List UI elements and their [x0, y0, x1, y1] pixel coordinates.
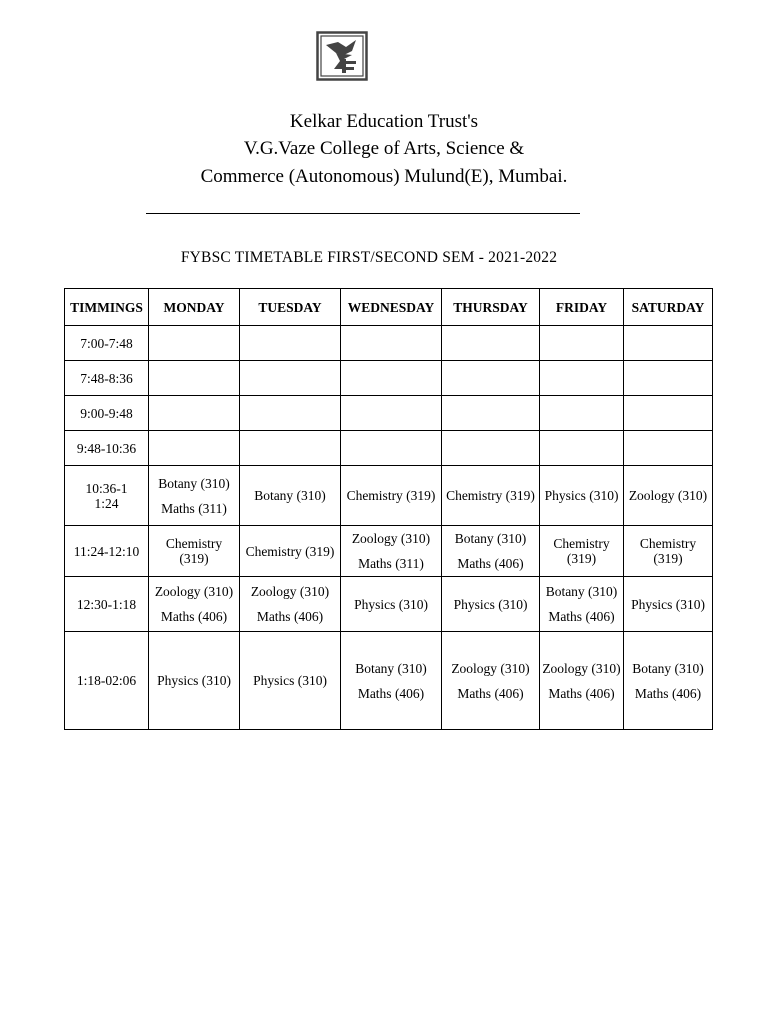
timetable-cell	[624, 431, 713, 466]
lecture-entry: Zoology (310)	[250, 584, 330, 599]
column-header: MONDAY	[149, 289, 240, 326]
entry-spacer	[150, 491, 238, 501]
entry-spacer	[342, 676, 440, 686]
lecture-entry: Zoology (310)	[451, 660, 530, 676]
column-header: TUESDAY	[240, 289, 341, 326]
timetable-cell	[540, 632, 624, 730]
timetable-cell	[540, 526, 624, 577]
table-row	[65, 396, 713, 431]
column-header: WEDNESDAY	[341, 289, 442, 326]
time-slot-cell: 10:36-11:24	[65, 466, 149, 526]
lecture-entry: Maths (406)	[256, 609, 324, 624]
timetable-cell	[149, 632, 240, 730]
timetable-cell	[240, 326, 341, 361]
timetable-cell	[442, 632, 540, 730]
lecture-entry: Maths (406)	[634, 685, 702, 701]
timetable-cell	[624, 326, 713, 361]
time-slot-cell: 7:48-8:36	[65, 361, 149, 396]
lecture-entry: Maths (406)	[548, 609, 615, 624]
timetable-cell	[442, 361, 540, 396]
table-row	[65, 526, 713, 577]
lecture-entry: Botany (310)	[545, 584, 618, 599]
timetable-cell	[149, 577, 240, 632]
table-row	[65, 466, 713, 526]
table-header-row	[65, 289, 713, 326]
entry-spacer	[625, 676, 711, 686]
lecture-entry: Maths (406)	[357, 685, 425, 701]
lecture-entry: Physics (310)	[631, 596, 705, 612]
timetable	[64, 288, 713, 730]
entry-spacer	[443, 676, 538, 686]
timetable-cell	[240, 632, 341, 730]
timetable-cell	[149, 526, 240, 577]
timetable-cell	[442, 326, 540, 361]
column-header: SATURDAY	[624, 289, 713, 326]
timetable-cell	[624, 632, 713, 730]
college-location: Commerce (Autonomous) Mulund(E), Mumbai.	[200, 166, 568, 187]
timetable-cell	[442, 526, 540, 577]
timetable-cell	[149, 466, 240, 526]
table-row	[65, 326, 713, 361]
lecture-entry: Zoology (310)	[154, 584, 234, 599]
timetable-cell	[624, 526, 713, 577]
timetable-cell	[240, 577, 341, 632]
timetable-cell	[341, 431, 442, 466]
lecture-entry: Physics (310)	[157, 673, 231, 688]
timetable-cell	[442, 577, 540, 632]
college-name: V.G.Vaze College of Arts, Science &	[243, 138, 525, 159]
timetable-cell	[149, 326, 240, 361]
timetable-cell	[341, 396, 442, 431]
timetable-cell	[442, 396, 540, 431]
timetable-cell	[240, 396, 341, 431]
time-slot-cell: 7:00-7:48	[65, 326, 149, 361]
header-divider	[146, 213, 580, 214]
timetable-cell	[540, 431, 624, 466]
entry-spacer	[443, 546, 538, 556]
timetable-cell	[240, 361, 341, 396]
timetable-cell	[540, 577, 624, 632]
column-header: THURSDAY	[442, 289, 540, 326]
entry-spacer	[150, 599, 238, 609]
entry-spacer	[541, 599, 622, 609]
lecture-entry: Physics (310)	[354, 596, 428, 612]
table-row	[65, 431, 713, 466]
timetable-cell	[149, 361, 240, 396]
lecture-entry: Chemistry (319)	[639, 536, 697, 566]
lecture-entry: Maths (406)	[457, 685, 524, 701]
lecture-entry: Zoology (310)	[542, 660, 621, 676]
timetable-cell	[442, 466, 540, 526]
timetable-cell	[240, 431, 341, 466]
timetable-cell	[624, 396, 713, 431]
timetable-cell	[442, 431, 540, 466]
lecture-entry: Botany (310)	[355, 660, 427, 676]
table-row	[65, 632, 713, 730]
lecture-entry: Maths (311)	[358, 556, 424, 571]
time-slot-cell: 9:00-9:48	[65, 396, 149, 431]
timetable-cell	[149, 396, 240, 431]
time-slot-cell: 12:30-1:18	[65, 577, 149, 632]
lecture-entry: Zoology (310)	[628, 488, 708, 503]
college-emblem-icon	[316, 31, 368, 81]
timetable-cell	[341, 632, 442, 730]
timetable-cell	[341, 526, 442, 577]
timetable-title: FYBSC TIMETABLE FIRST/SECOND SEM - 2021-2022	[180, 249, 558, 266]
time-slot-cell: 1:18-02:06	[65, 632, 149, 730]
lecture-entry: Chemistry (319)	[553, 536, 610, 566]
trust-name: Kelkar Education Trust's	[289, 111, 479, 132]
lecture-entry: Botany (310)	[632, 660, 704, 676]
timetable-cell	[341, 326, 442, 361]
column-header: TIMMINGS	[65, 289, 149, 326]
timetable-cell	[540, 361, 624, 396]
lecture-entry: Chemistry (319)	[446, 488, 535, 503]
timetable-cell	[624, 577, 713, 632]
lecture-entry: Botany (310)	[158, 475, 230, 491]
lecture-entry: Physics (310)	[253, 673, 327, 688]
lecture-entry: Maths (311)	[161, 500, 227, 516]
entry-spacer	[241, 599, 339, 609]
column-header: FRIDAY	[540, 289, 624, 326]
entry-spacer	[541, 676, 622, 686]
lecture-entry: Zoology (310)	[351, 531, 431, 546]
lecture-entry: Physics (310)	[544, 488, 619, 503]
lecture-entry: Botany (310)	[254, 488, 326, 503]
timetable-cell	[624, 466, 713, 526]
lecture-entry: Botany (310)	[454, 531, 527, 546]
timetable-cell	[149, 431, 240, 466]
timetable-cell	[624, 361, 713, 396]
timetable-cell	[240, 526, 341, 577]
table-row	[65, 577, 713, 632]
timetable-cell	[341, 577, 442, 632]
timetable-cell	[540, 466, 624, 526]
lecture-entry: Maths (406)	[548, 685, 615, 701]
lecture-entry: Maths (406)	[457, 556, 524, 571]
entry-spacer	[342, 546, 440, 556]
timetable-cell	[341, 361, 442, 396]
lecture-entry: Chemistry (319)	[165, 536, 223, 566]
timetable-cell	[540, 396, 624, 431]
lecture-entry: Physics (310)	[453, 596, 528, 612]
time-slot-cell: 9:48-10:36	[65, 431, 149, 466]
lecture-entry: Maths (406)	[160, 609, 228, 624]
lecture-entry: Chemistry (319)	[245, 543, 335, 559]
lecture-entry: Chemistry (319)	[346, 488, 436, 503]
timetable-cell	[341, 466, 442, 526]
timetable-cell	[540, 326, 624, 361]
table-row	[65, 361, 713, 396]
timetable-cell	[240, 466, 341, 526]
time-slot-cell: 11:24-12:10	[65, 526, 149, 577]
